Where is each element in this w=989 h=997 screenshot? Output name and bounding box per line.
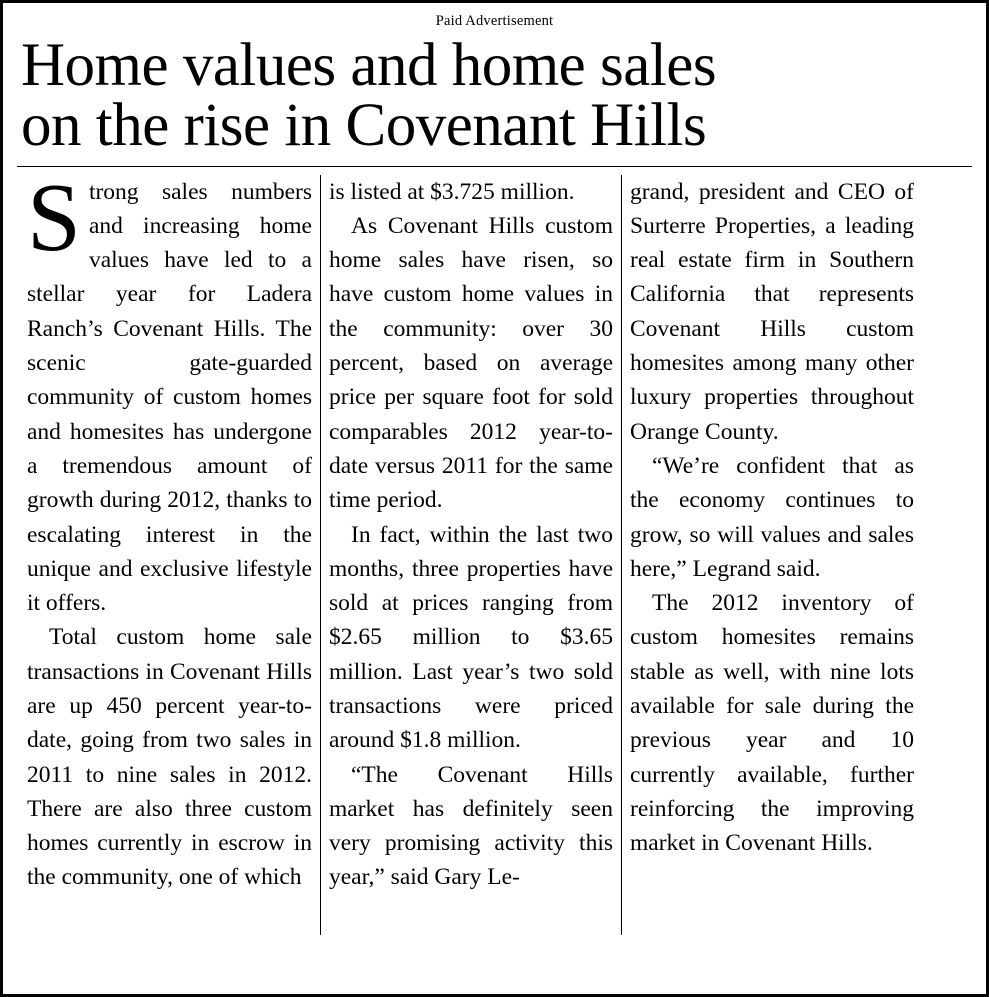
headline-line-1: Home values and home sales <box>21 32 717 99</box>
article-column-2 <box>320 175 621 935</box>
article-column-3 <box>621 175 922 935</box>
paragraph-text: trong sales numbers and increasing home values have led to a stellar year for Ladera Ranch’s Covenant Hills. The scenic gate-guarded community of custom homes and homesites has undergone a tremendous amount of growth during 2012, thanks to escalating interest in the unique and exclusive lifestyle it offers. <box>27 178 312 617</box>
paragraph: is listed at $3.725 million. <box>329 178 575 205</box>
paragraph: grand, president and CEO of Surterre Properties, a leading real estate firm in Southern California that represents Covenant Hills custom homesites among many other luxury properties throughout Orange County. <box>630 178 914 445</box>
headline-line-2: on the rise in Covenant Hills <box>21 91 707 159</box>
article-column-1 <box>19 163 320 935</box>
drop-cap: S <box>27 163 81 271</box>
paragraph: The 2012 inventory of custom homesites remains stable as well, with nine lots available for sale during the previous year and 10 currently available, further reinforcing the improving market in Covenant Hills. <box>630 590 914 857</box>
paid-advertisement-label: Paid Advertisement <box>435 13 554 29</box>
paragraph: In fact, within the last two months, three properties have sold at prices ranging from $2.65 million to $3.65 million. Last year’s two sold transactions were priced around $1.8 million. <box>329 521 613 754</box>
article-columns <box>17 163 972 935</box>
headline-divider <box>17 166 972 167</box>
paragraph: As Covenant Hills custom home sales have risen, so have custom home values in the community: over 30 percent, based on average price per square foot for sold comparables 2012 year-to-date versus 2011 for the same time period. <box>329 212 613 514</box>
paragraph: Total custom home sale transactions in Covenant Hills are up 450 percent year-to-date, going from two sales in 2011 to nine sales in 2012. There are also three custom homes currently in escrow in the community, one of which <box>27 624 312 891</box>
paragraph: “We’re confident that as the economy continues to grow, so will values and sales here,” Legrand said. <box>630 452 914 582</box>
page-title <box>17 32 972 159</box>
paragraph: “The Covenant Hills market has definitely seen very promising activity this year,” said Gary Le- <box>329 761 613 891</box>
paragraph <box>27 163 312 621</box>
